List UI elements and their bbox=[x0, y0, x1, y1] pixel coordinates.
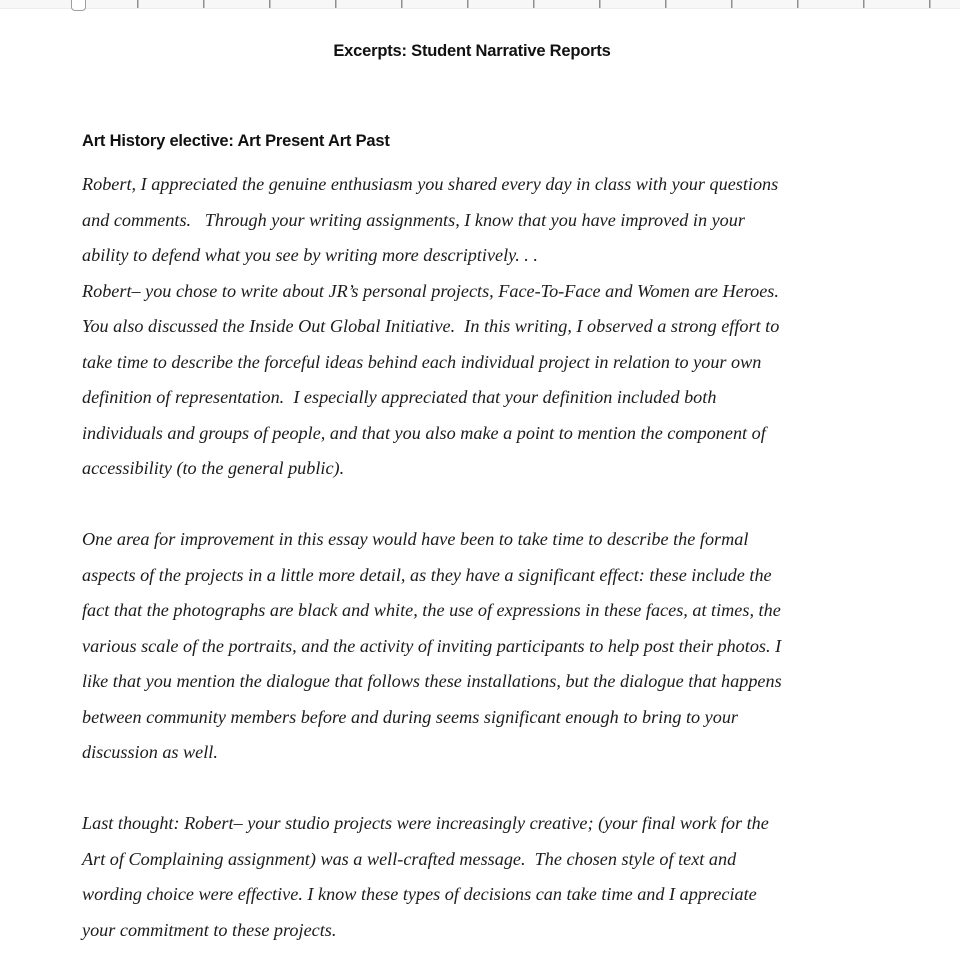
body-line: aspects of the projects in a little more detail, as they have a significant effect: these include the bbox=[82, 564, 772, 585]
body-line: your commitment to these projects. bbox=[82, 919, 337, 940]
body-line: One area for improvement in this essay would have been to take time to describe the formal bbox=[82, 529, 749, 549]
body-line: various scale of the portraits, and the activity of inviting participants to help post their photos. I bbox=[82, 635, 782, 656]
tab-stop-marker-icon[interactable] bbox=[71, 0, 86, 11]
document-body bbox=[82, 167, 892, 948]
paragraph bbox=[82, 522, 892, 771]
document-title: Excerpts: Student Narrative Reports bbox=[333, 42, 611, 60]
paragraph bbox=[82, 167, 892, 274]
body-line: and comments. Through your writing assignments, I know that you have improved in your bbox=[82, 209, 745, 230]
body-line: between community members before and during seems significant enough to bring to your bbox=[82, 706, 739, 727]
body-line: accessibility (to the general public). bbox=[82, 458, 345, 478]
body-line: fact that the photographs are black and white, the use of expressions in these faces, at times, the bbox=[82, 600, 781, 620]
section-heading: Art History elective: Art Present Art Past bbox=[82, 132, 390, 150]
body-line: Robert– you chose to write about JR’s personal projects, Face-To-Face and Women are Heroes. bbox=[82, 280, 779, 301]
body-line: ability to defend what you see by writing more descriptively. . . bbox=[82, 245, 538, 265]
body-line: wording choice were effective. I know these types of decisions can take time and I appreciate bbox=[82, 884, 757, 904]
ruler[interactable] bbox=[0, 0, 960, 9]
body-line: Art of Complaining assignment) was a well-crafted message. The chosen style of text and bbox=[82, 848, 737, 869]
body-line: like that you mention the dialogue that follows these installations, but the dialogue that happens bbox=[82, 671, 782, 691]
body-line: Robert, I appreciated the genuine enthusiasm you shared every day in class with your questions bbox=[82, 174, 779, 194]
body-line: individuals and groups of people, and that you also make a point to mention the component of bbox=[82, 422, 766, 443]
body-line: Last thought: Robert– your studio projects were increasingly creative; (your final work for the bbox=[82, 813, 769, 833]
body-line: You also discussed the Inside Out Global Initiative. In this writing, I observed a strong effort to bbox=[82, 316, 780, 336]
paragraph bbox=[82, 274, 892, 487]
body-line: take time to describe the forceful ideas behind each individual project in relation to your own bbox=[82, 351, 762, 372]
body-line: discussion as well. bbox=[82, 742, 218, 762]
ruler-ticks bbox=[137, 0, 960, 8]
paragraph bbox=[82, 806, 892, 948]
body-line: definition of representation. I especially appreciated that your definition included both bbox=[82, 387, 717, 407]
